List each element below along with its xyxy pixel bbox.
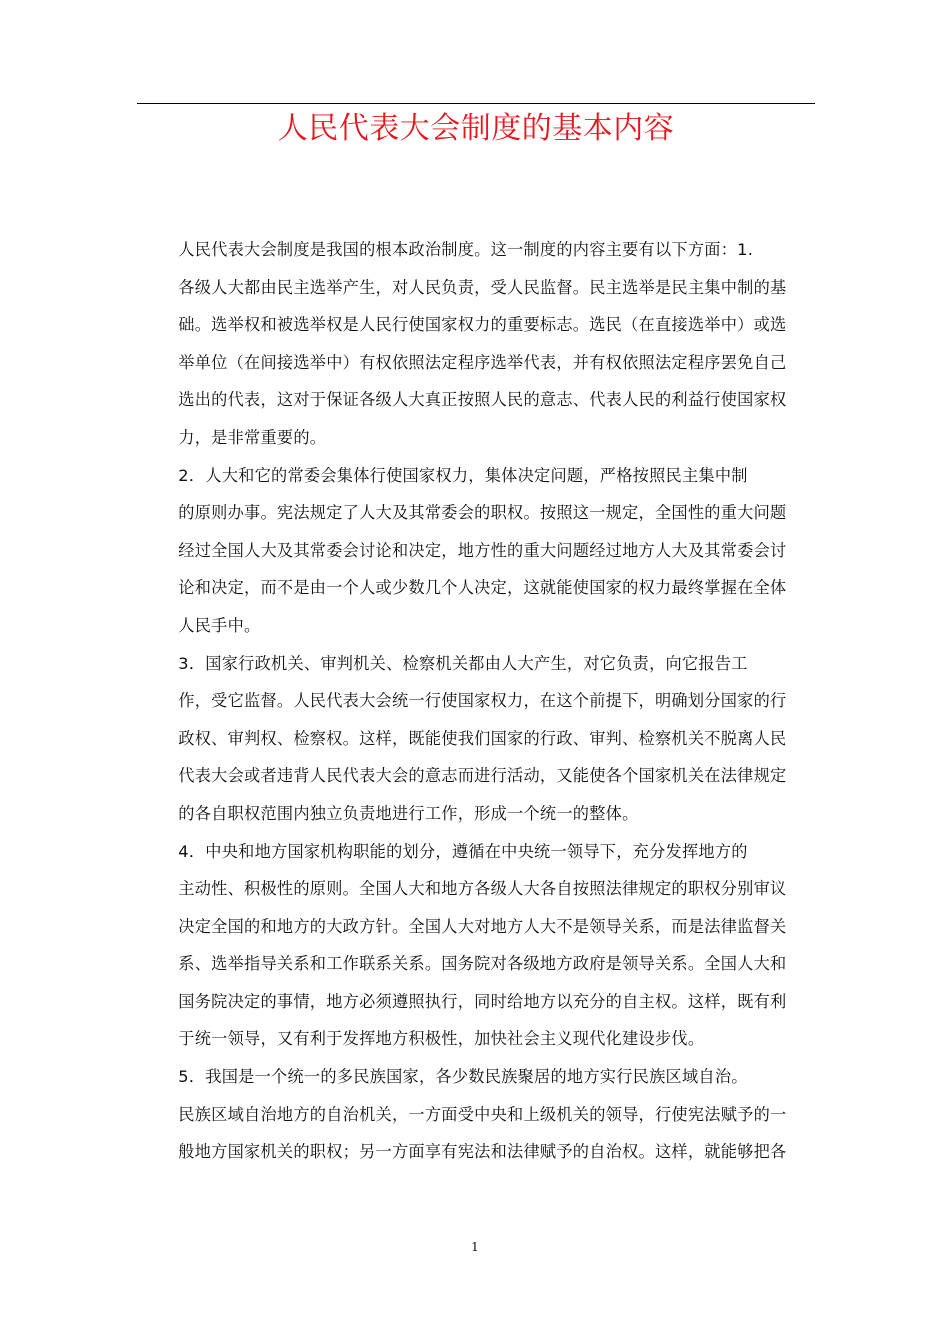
text-line: 系、选举指导关系和工作联系关系。国务院对各级地方政府是领导关系。全国人大和 bbox=[178, 954, 787, 974]
text-line: 人民手中。 bbox=[178, 615, 261, 635]
text-line: 经过全国人大及其常委会讨论和决定，地方性的重大问题经过地方人大及其常委会讨 bbox=[178, 540, 787, 560]
text-line: 举单位（在间接选举中）有权依照法定程序选举代表，并有权依照法定程序罢免自己 bbox=[178, 352, 787, 372]
text-line: 代表大会或者违背人民代表大会的意志而进行活动，又能使各个国家机关在法律规定 bbox=[178, 766, 787, 786]
text-line: 国务院决定的事情，地方必须遵照执行，同时给地方以充分的自主权。这样，既有利 bbox=[178, 991, 787, 1011]
text-line: 4．中央和地方国家机构职能的划分，遵循在中央统一领导下，充分发挥地方的 bbox=[178, 841, 748, 861]
text-line: 础。选举权和被选举权是人民行使国家权力的重要标志。选民（在直接选举中）或选 bbox=[178, 315, 787, 335]
paragraph-3 bbox=[137, 645, 822, 833]
text-line: 于统一领导，又有利于发挥地方积极性，加快社会主义现代化建设步伐。 bbox=[178, 1029, 705, 1049]
text-line: 的各自职权范围内独立负责地进行工作，形成一个统一的整体。 bbox=[178, 803, 639, 823]
text-line: 决定全国的和地方的大政方针。全国人大对地方人大不是领导关系，而是法律监督关 bbox=[178, 916, 787, 936]
text-line: 作，受它监督。人民代表大会统一行使国家权力，在这个前提下，明确划分国家的行 bbox=[178, 691, 787, 711]
text-line: 人民代表大会制度是我国的根本政治制度。这一制度的内容主要有以下方面：1. bbox=[178, 240, 754, 259]
paragraph-5 bbox=[137, 1058, 822, 1171]
text-line: 政权、审判权、检察权。这样，既能使我们国家的行政、审判、检察机关不脱离人民 bbox=[178, 728, 787, 748]
paragraph-4 bbox=[137, 833, 822, 1059]
text-line: 主动性、积极性的原则。全国人大和地方各级人大各自按照法律规定的职权分别审议 bbox=[178, 879, 787, 899]
text-line: 5．我国是一个统一的多民族国家，各少数民族聚居的地方实行民族区域自治。 bbox=[178, 1067, 748, 1087]
text-line: 2．人大和它的常委会集体行使国家权力，集体决定问题，严格按照民主集中制 bbox=[178, 465, 748, 485]
text-line: 选出的代表，这对于保证各级人大真正按照人民的意志、代表人民的利益行使国家权 bbox=[178, 390, 787, 410]
document-title: 人民代表大会制度的基本内容 bbox=[277, 111, 675, 146]
text-line: 民族区域自治地方的自治机关，一方面受中央和上级机关的领导，行使宪法赋予的一 bbox=[178, 1104, 787, 1124]
document-body bbox=[137, 231, 822, 1171]
text-line: 论和决定，而不是由一个人或少数几个人决定，这就能使国家的权力最终掌握在全体 bbox=[178, 578, 787, 598]
paragraph-1 bbox=[137, 231, 822, 457]
header-rule bbox=[137, 103, 815, 104]
text-line: 各级人大都由民主选举产生，对人民负责，受人民监督。民主选举是民主集中制的基 bbox=[178, 277, 787, 297]
text-line: 力，是非常重要的。 bbox=[178, 427, 327, 447]
text-line: 般地方国家机关的职权；另一方面享有宪法和法律赋予的自治权。这样，就能够把各 bbox=[178, 1142, 787, 1162]
text-line: 的原则办事。宪法规定了人大及其常委会的职权。按照这一规定，全国性的重大问题 bbox=[178, 503, 787, 523]
paragraph-2 bbox=[137, 457, 822, 645]
text-line: 3．国家行政机关、审判机关、检察机关都由人大产生，对它负责，向它报告工 bbox=[178, 653, 748, 673]
page-number: 1 bbox=[471, 1240, 479, 1254]
